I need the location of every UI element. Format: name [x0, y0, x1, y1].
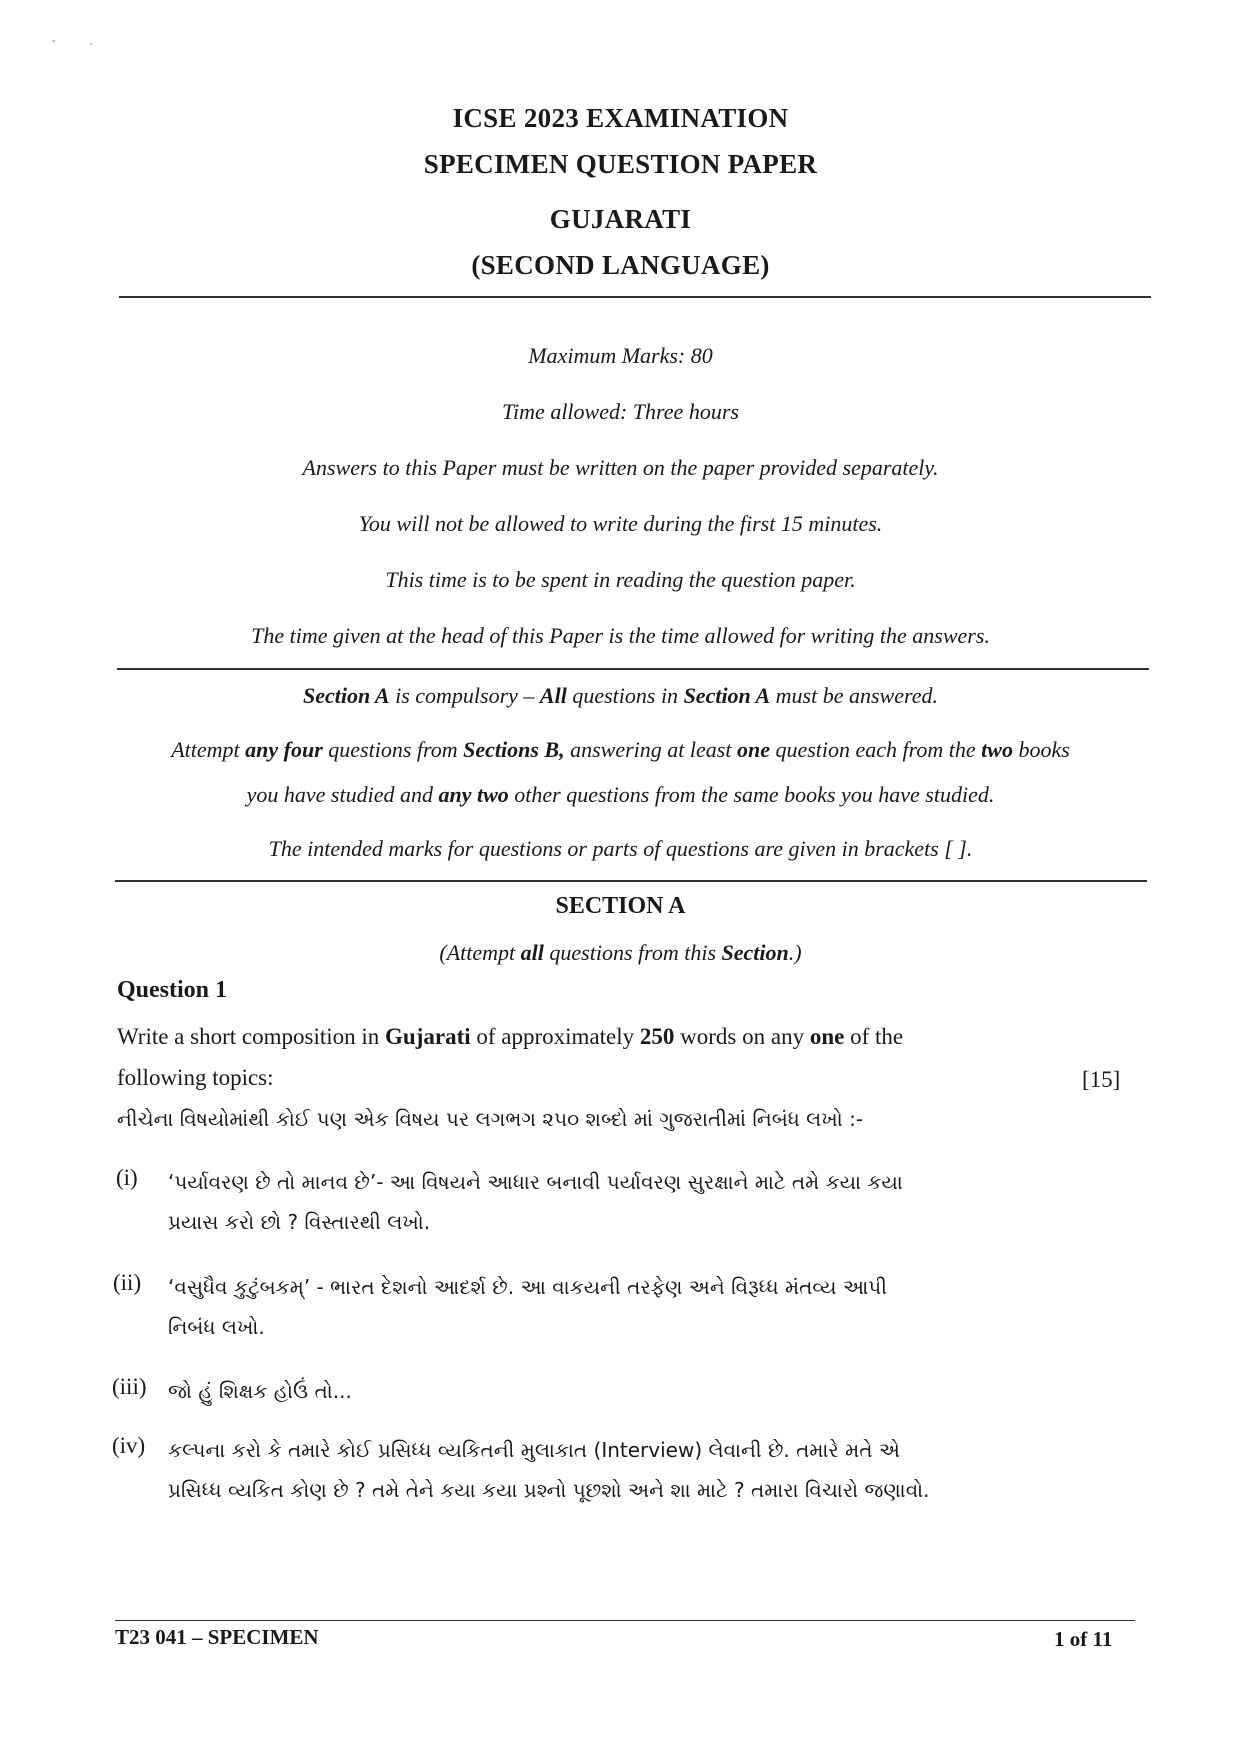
- rules-divider: [115, 880, 1147, 882]
- bold-text: any two: [438, 782, 509, 807]
- instruction-line-4: The time given at the head of this Paper is the time allowed for writing the answers.: [251, 623, 990, 648]
- text: of the: [844, 1024, 904, 1049]
- option-line: ‘પર્યાવરણ છે તો માનવ છે’- આ વિષયને આધાર બનાવી પર્યાવરણ સુરક્ષાને માટે તમે કયા કયા: [168, 1170, 903, 1194]
- bold-text: two: [981, 737, 1013, 762]
- instruction-line-1: Answers to this Paper must be written on the paper provided separately.: [302, 455, 939, 480]
- text: Write a short composition in: [117, 1024, 386, 1049]
- bold-text: Section A: [683, 683, 771, 708]
- header-divider: [119, 296, 1151, 298]
- text: questions from: [322, 737, 464, 762]
- question-prompt-line-1: [117, 1017, 1017, 1057]
- bold-text: Sections B,: [463, 737, 565, 762]
- option-line: જો હું શિક્ષક હોઉં તો...: [168, 1379, 352, 1403]
- bold-text: one: [736, 737, 770, 762]
- option-number: (i): [116, 1165, 138, 1190]
- text: other questions from the same books you have studied.: [508, 782, 995, 807]
- question-marks: [15]: [1082, 1067, 1121, 1092]
- option-line: કલ્પના કરો કે તમારે કોઈ પ્રસિધ્ધ વ્યકિતની મુલાકાત (Interview) લેવાની છે. તમારે મતે એ: [168, 1438, 900, 1462]
- instructions-divider: [117, 668, 1149, 670]
- bold-text: all: [520, 940, 544, 965]
- rule-line-2: [0, 737, 1241, 763]
- text: questions from this: [543, 940, 722, 965]
- text: is compulsory –: [389, 683, 540, 708]
- text: answering at least: [564, 737, 737, 762]
- bold-text: 250: [639, 1024, 675, 1049]
- rule-line-3: [0, 782, 1241, 808]
- gujarati-instruction: નીચેના વિષયોમાંથી કોઈ પણ એક વિષય પર લગભગ ૨૫૦ શબ્દો માં ગુજરાતીમાં નિબંધ લખો :-: [117, 1107, 864, 1131]
- paper-code: T23 041 – SPECIMEN: [115, 1625, 319, 1649]
- bold-text: Section: [721, 940, 789, 965]
- scan-speck: [90, 43, 92, 45]
- option-text: [168, 1162, 1058, 1242]
- text: questions in: [566, 683, 684, 708]
- text: words on any: [674, 1024, 810, 1049]
- rule-line-4: The intended marks for questions or parts of questions are given in brackets [ ].: [268, 836, 973, 861]
- text: question each from the: [769, 737, 982, 762]
- option-line: ‘વસુધૈવ કુટુંબકમ્’ - ભારત દેશનો આદર્શ છે. આ વાકયની તરફેણ અને વિરૂધ્ધ મંતવ્ય આપી: [168, 1275, 887, 1299]
- text: Attempt: [171, 737, 246, 762]
- max-marks: Maximum Marks: 80: [528, 343, 713, 368]
- option-text: [168, 1371, 1058, 1411]
- bold-text: any four: [245, 737, 323, 762]
- bold-text: Section A: [303, 683, 390, 708]
- text: (Attempt: [439, 940, 521, 965]
- section-title: SECTION A: [555, 893, 686, 919]
- question-label: Question 1: [117, 977, 228, 1003]
- question-prompt-line-2: following topics:: [117, 1065, 274, 1090]
- rule-line-1: [0, 683, 1241, 709]
- scan-speck: [52, 40, 55, 42]
- footer-divider: [115, 1620, 1135, 1621]
- bold-text: Gujarati: [385, 1024, 471, 1049]
- bold-text: one: [809, 1024, 845, 1049]
- option-line: નિબંધ લખો.: [168, 1315, 265, 1339]
- language-level: (SECOND LANGUAGE): [471, 250, 770, 280]
- option-number: (iii): [112, 1374, 147, 1399]
- option-number: (ii): [113, 1270, 142, 1295]
- text: .): [788, 940, 802, 965]
- option-number: (iv): [112, 1433, 146, 1458]
- paper-type: SPECIMEN QUESTION PAPER: [423, 149, 818, 179]
- option-text: [168, 1267, 1058, 1347]
- exam-title: ICSE 2023 EXAMINATION: [452, 103, 789, 133]
- instruction-line-2: You will not be allowed to write during the first 15 minutes.: [358, 511, 883, 536]
- time-allowed: Time allowed: Three hours: [502, 399, 739, 424]
- option-line: પ્રસિધ્ધ વ્યકિત કોણ છે ? તમે તેને કયા કયા પ્રશ્નો પૂછશો અને શા માટે ? તમારા વિચારો જણાવો.: [168, 1478, 930, 1502]
- instruction-line-3: This time is to be spent in reading the question paper.: [385, 567, 856, 592]
- text: books: [1012, 737, 1070, 762]
- option-text: [168, 1430, 1058, 1510]
- bold-text: All: [539, 683, 567, 708]
- option-line: પ્રયાસ કરો છો ? વિસ્તારથી લખો.: [168, 1210, 431, 1234]
- text: must be answered.: [770, 683, 938, 708]
- section-subtitle: [0, 940, 1241, 966]
- subject-title: GUJARATI: [549, 204, 692, 234]
- page-number: 1 of 11: [1054, 1627, 1113, 1651]
- text: of approximately: [470, 1024, 640, 1049]
- text: you have studied and: [246, 782, 439, 807]
